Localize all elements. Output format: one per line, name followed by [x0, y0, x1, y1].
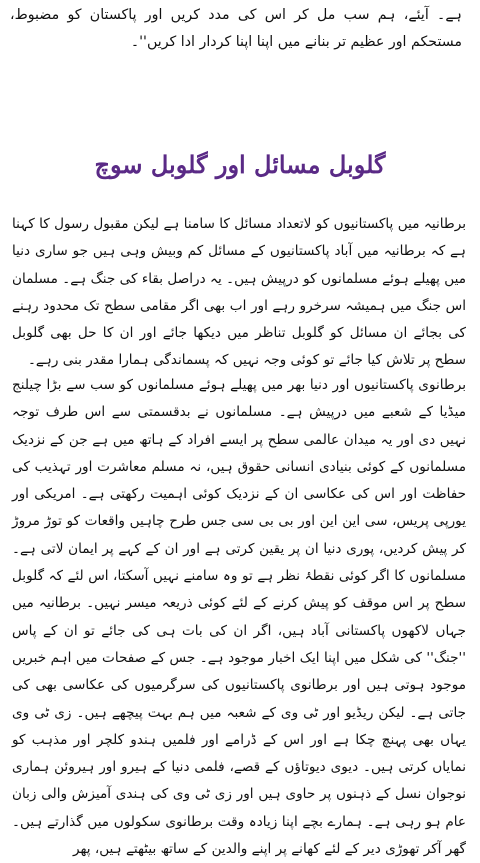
body-paragraph-2: برطانوی پاکستانیوں اور دنیا بھر میں پھیلے ہوئے مسلمانوں کو سب سے بڑا چیلنج میڈیا کے شعبے میں درپیش ہے۔ مسلمانوں نے بدقسمتی سے اس طرف توجہ نہیں دی اور یہ میدان عالمی سطح پر ایسے افراد کے ہاتھ میں ہے جن کے نزدیک مسلمانوں کے کوئی بنیادی انسانی حقوق ہیں، نہ مسلم معاشرت اور تہذیب کی حفاظت اور اس کی عکاسی ان کے نزدیک کوئی اہمیت رکھتی ہے۔ امریکی اور یورپی پریس، سی این این اور بی بی سی جس طرح چاہیں واقعات کو توڑ مروڑ کر پیش کردیں، پوری دنیا ان پر یقین کرتی ہے اور ان کے کہے پر ایمان لاتی ہے۔ مسلمانوں کا اگر کوئی نقطۂ نظر ہے تو وہ سامنے نہیں آسکتا، اس لئے کہ گلوبل سطح پر اس موقف کو پیش کرنے کے لئے کوئی ذریعہ میسر نہیں۔ برطانیہ میں جہاں لاکھوں پاکستانی آباد ہیں، اگر ان کی بات ہی کی جائے تو ان کے پاس ''جنگ'' کی شکل میں اپنا ایک اخبار موجود ہے۔ جس کے صفحات میں اہم خبریں موجود ہوتی ہیں اور برطانوی پاکستانیوں کی سرگرمیوں کی عکاسی بھی کی جاتی ہے۔ لیکن ریڈیو اور ٹی وی کے شعبہ میں ہم بہت پیچھے ہیں۔ زی ٹی وی یہاں بھی پہنچ چکا ہے اور اس کے ڈرامے اور فلمیں ہندو کلچر اور مذہب کو نمایاں کرتی ہیں۔ دیوی دیوتاؤں کے قصے، فلمی دنیا کے ہیرو اور ہیروئن ہماری نوجوان نسل کے ذہنوں پر حاوی ہیں اور زی ٹی وی کی ہندی آمیزش والی زبان عام ہو رہی ہے۔ ہمارے بچے اپنا زیادہ وقت برطانوی سکولوں میں گذارتے ہیں۔ گھر آکر تھوڑی دیر کے لئے کھانے پر اپنے والدین کے ساتھ بیٹھتے ہیں، پھر	[12, 377, 466, 858]
section-heading: گلوبل مسائل اور گلوبل سوچ	[94, 150, 386, 179]
intro-paragraph: ہے۔ آیئے، ہم سب مل کر اس کی مدد کریں اور پاکستان کو مضبوط، مستحکم اور عظیم تر بنانے میں اپنا اپنا کردار ادا کریں''۔	[10, 7, 462, 50]
body-paragraph-1: برطانیہ میں پاکستانیوں کو لاتعداد مسائل کا سامنا ہے لیکن مقبول رسول کا کہنا ہے کہ برطانیہ میں آباد پاکستانیوں کے مسائل کم وبیش وہی ہیں جو ساری دنیا میں پھیلے ہوئے مسلمانوں کو درپیش ہیں۔ یہ دراصل بقاء کی جنگ ہے۔ مسلمان اس جنگ میں ہمیشہ سرخرو رہے اور اب بھی اگر مقامی سطح تک محدود رہنے کی بجائے ان مسائل کو گلوبل تناظر میں دیکھا جائے اور ان کا حل بھی گلوبل سطح پر تلاش کیا جائے تو کوئی وجہ نہیں کہ پسماندگی ہمارا مقدر بنی رہے۔	[12, 216, 466, 369]
